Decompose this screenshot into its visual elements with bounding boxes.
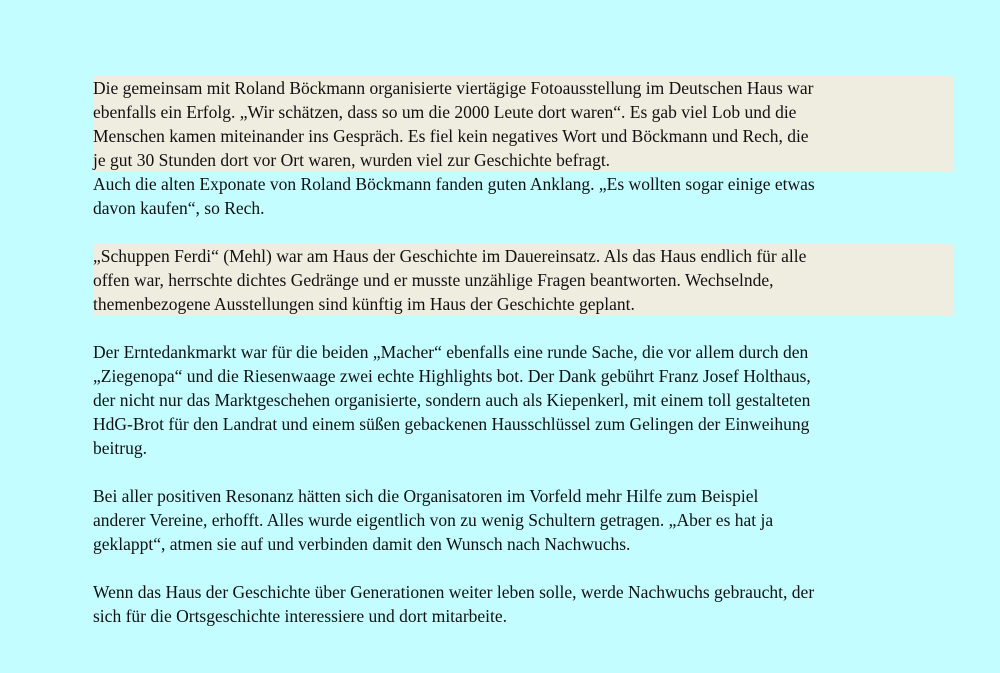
text-line: HdG-Brot für den Landrat und einem süßen gebackenen Hausschlüssel zum Gelingen der Einweihung — [93, 414, 810, 434]
paragraph-spacer — [93, 556, 953, 580]
paragraph-future — [93, 580, 953, 628]
text-line: Menschen kamen miteinander ins Gespräch. Es fiel kein negatives Wort und Böckmann und Rech, die — [93, 126, 809, 146]
paragraph-spacer — [93, 460, 953, 484]
text-line: beitrug. — [93, 438, 147, 458]
text-line: geklappt“, atmen sie auf und verbinden damit den Wunsch nach Nachwuchs. — [93, 534, 631, 554]
text-line: themenbezogene Ausstellungen sind künftig im Haus der Geschichte geplant. — [93, 294, 635, 314]
paragraph-spacer — [93, 316, 953, 340]
text-line: Die gemeinsam mit Roland Böckmann organisierte viertägige Fotoausstellung im Deutschen Haus war — [93, 78, 814, 98]
paragraph-resonance — [93, 484, 953, 556]
paragraph-photo-exhibition — [93, 76, 953, 172]
text-line: davon kaufen“, so Rech. — [93, 198, 265, 218]
text-line: Bei aller positiven Resonanz hätten sich die Organisatoren im Vorfeld mehr Hilfe zum Beispiel — [93, 486, 759, 506]
text-line: Auch die alten Exponate von Roland Böckmann fanden guten Anklang. „Es wollten sogar einige etwas — [93, 174, 815, 194]
text-line: offen war, herrschte dichtes Gedränge und er musste unzählige Fragen beantworten. Wechselnde, — [93, 270, 774, 290]
paragraph-exhibits — [93, 172, 953, 220]
paragraph-harvest-market — [93, 340, 953, 460]
text-line: anderer Vereine, erhofft. Alles wurde eigentlich von zu wenig Schultern getragen. „Aber es hat ja — [93, 510, 774, 530]
text-line: ebenfalls ein Erfolg. „Wir schätzen, dass so um die 2000 Leute dort waren“. Es gab viel Lob und die — [93, 102, 797, 122]
paragraph-schuppen-ferdi — [93, 244, 953, 316]
paragraph-spacer — [93, 220, 953, 244]
text-line: je gut 30 Stunden dort vor Ort waren, wurden viel zur Geschichte befragt. — [93, 150, 611, 170]
article-body — [93, 76, 953, 628]
text-line: „Schuppen Ferdi“ (Mehl) war am Haus der Geschichte im Dauereinsatz. Als das Haus endlich für alle — [93, 246, 807, 266]
text-line: Wenn das Haus der Geschichte über Generationen weiter leben solle, werde Nachwuchs gebraucht, der — [93, 582, 815, 602]
text-line: der nicht nur das Marktgeschehen organisierte, sondern auch als Kiepenkerl, mit einem toll gestalteten — [93, 390, 811, 410]
text-line: sich für die Ortsgeschichte interessiere und dort mitarbeite. — [93, 606, 508, 626]
text-line: Der Erntedankmarkt war für die beiden „Macher“ ebenfalls eine runde Sache, die vor allem durch den — [93, 342, 809, 362]
text-line: „Ziegenopa“ und die Riesenwaage zwei echte Highlights bot. Der Dank gebührt Franz Josef Holthaus, — [93, 366, 811, 386]
